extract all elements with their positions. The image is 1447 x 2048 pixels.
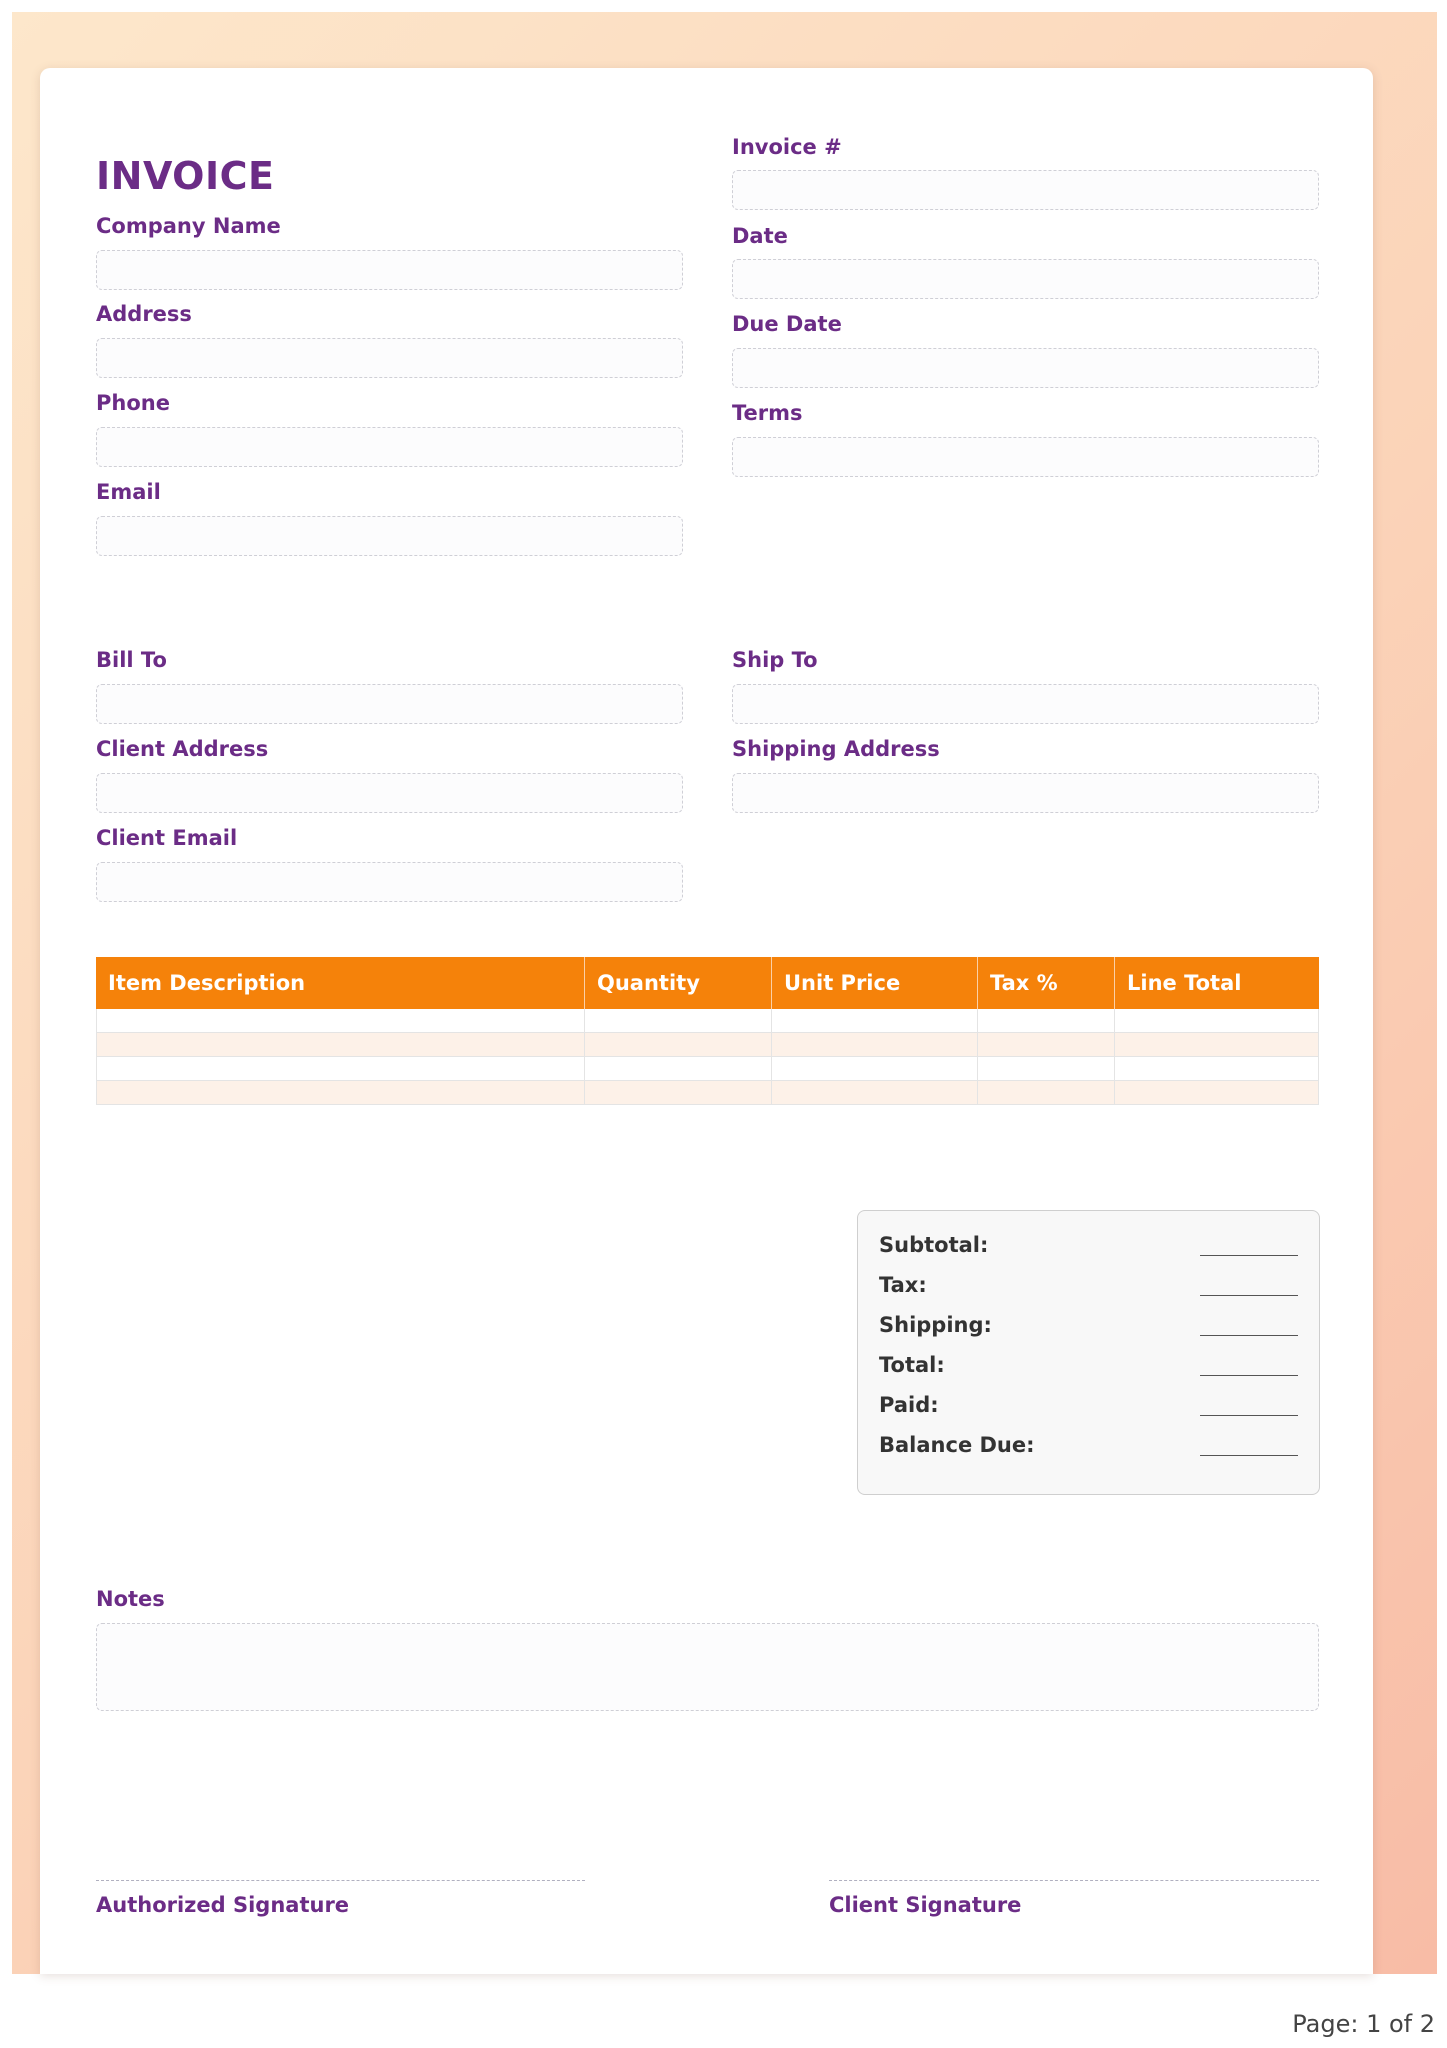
table-row bbox=[96, 1009, 1319, 1033]
authorized-signature-line[interactable] bbox=[96, 1880, 585, 1881]
due-date-label: Due Date bbox=[732, 312, 842, 336]
company-name-field[interactable] bbox=[96, 250, 683, 290]
column-header-item-description: Item Description bbox=[96, 957, 585, 1009]
invoice-sheet bbox=[40, 68, 1373, 1974]
unit-price-cell[interactable] bbox=[772, 1081, 978, 1104]
address-label: Address bbox=[96, 302, 192, 326]
paid-label: Paid: bbox=[879, 1393, 939, 1417]
tax-cell[interactable] bbox=[978, 1033, 1115, 1056]
quantity-cell[interactable] bbox=[585, 1033, 772, 1056]
paid-row bbox=[879, 1393, 1298, 1423]
date-label: Date bbox=[732, 224, 788, 248]
line-total-cell[interactable] bbox=[1115, 1033, 1319, 1056]
terms-field[interactable] bbox=[732, 437, 1319, 477]
paid-value-line[interactable] bbox=[1200, 1415, 1298, 1416]
notes-label: Notes bbox=[96, 1587, 165, 1611]
client-address-label: Client Address bbox=[96, 737, 269, 761]
item-description-cell[interactable] bbox=[96, 1081, 585, 1104]
totals-box bbox=[857, 1210, 1320, 1495]
tax-cell[interactable] bbox=[978, 1057, 1115, 1080]
ship-to-field[interactable] bbox=[732, 684, 1319, 724]
total-value-line[interactable] bbox=[1200, 1375, 1298, 1376]
total-row bbox=[879, 1353, 1298, 1383]
bill-to-field[interactable] bbox=[96, 684, 683, 724]
bill-to-label: Bill To bbox=[96, 648, 167, 672]
item-description-cell[interactable] bbox=[96, 1009, 585, 1032]
notes-field[interactable] bbox=[96, 1623, 1319, 1711]
shipping-row bbox=[879, 1313, 1298, 1343]
terms-label: Terms bbox=[732, 401, 803, 425]
column-header-quantity: Quantity bbox=[585, 957, 772, 1009]
column-header-unit-price: Unit Price bbox=[772, 957, 978, 1009]
shipping-address-field[interactable] bbox=[732, 773, 1319, 813]
item-description-cell[interactable] bbox=[96, 1033, 585, 1056]
column-header-tax: Tax % bbox=[978, 957, 1115, 1009]
total-label: Total: bbox=[879, 1353, 945, 1377]
address-field[interactable] bbox=[96, 338, 683, 378]
tax-row bbox=[879, 1273, 1298, 1303]
items-table bbox=[96, 957, 1319, 1105]
invoice-number-field[interactable] bbox=[732, 170, 1319, 210]
balance-due-label: Balance Due: bbox=[879, 1433, 1035, 1457]
authorized-signature-label: Authorized Signature bbox=[96, 1893, 350, 1917]
tax-value-line[interactable] bbox=[1200, 1295, 1298, 1296]
page-number: Page: 1 of 2 bbox=[1292, 2010, 1435, 2038]
client-signature-label: Client Signature bbox=[829, 1893, 1022, 1917]
client-signature-line[interactable] bbox=[829, 1880, 1319, 1881]
client-address-field[interactable] bbox=[96, 773, 683, 813]
table-row bbox=[96, 1033, 1319, 1057]
ship-to-label: Ship To bbox=[732, 648, 818, 672]
tax-cell[interactable] bbox=[978, 1081, 1115, 1104]
table-row bbox=[96, 1057, 1319, 1081]
balance-due-value-line[interactable] bbox=[1200, 1455, 1298, 1456]
quantity-cell[interactable] bbox=[585, 1009, 772, 1032]
invoice-title: INVOICE bbox=[96, 154, 275, 198]
item-description-cell[interactable] bbox=[96, 1057, 585, 1080]
subtotal-row bbox=[879, 1233, 1298, 1263]
tax-cell[interactable] bbox=[978, 1009, 1115, 1032]
quantity-cell[interactable] bbox=[585, 1057, 772, 1080]
invoice-number-label: Invoice # bbox=[732, 135, 842, 159]
quantity-cell[interactable] bbox=[585, 1081, 772, 1104]
items-table-header bbox=[96, 957, 1319, 1009]
unit-price-cell[interactable] bbox=[772, 1057, 978, 1080]
column-header-line-total: Line Total bbox=[1127, 971, 1242, 995]
client-email-label: Client Email bbox=[96, 826, 238, 850]
email-field[interactable] bbox=[96, 516, 683, 556]
phone-label: Phone bbox=[96, 391, 170, 415]
line-total-cell[interactable] bbox=[1115, 1081, 1319, 1104]
unit-price-cell[interactable] bbox=[772, 1009, 978, 1032]
company-name-label: Company Name bbox=[96, 214, 281, 238]
shipping-label: Shipping: bbox=[879, 1313, 992, 1337]
email-label: Email bbox=[96, 480, 161, 504]
due-date-field[interactable] bbox=[732, 348, 1319, 388]
tax-label: Tax: bbox=[879, 1273, 927, 1297]
balance-due-row bbox=[879, 1433, 1298, 1463]
subtotal-label: Subtotal: bbox=[879, 1233, 989, 1257]
shipping-value-line[interactable] bbox=[1200, 1335, 1298, 1336]
phone-field[interactable] bbox=[96, 427, 683, 467]
unit-price-cell[interactable] bbox=[772, 1033, 978, 1056]
shipping-address-label: Shipping Address bbox=[732, 737, 940, 761]
client-email-field[interactable] bbox=[96, 862, 683, 902]
date-field[interactable] bbox=[732, 259, 1319, 299]
table-row bbox=[96, 1081, 1319, 1105]
line-total-cell[interactable] bbox=[1115, 1009, 1319, 1032]
subtotal-value-line[interactable] bbox=[1200, 1255, 1298, 1256]
line-total-cell[interactable] bbox=[1115, 1057, 1319, 1080]
